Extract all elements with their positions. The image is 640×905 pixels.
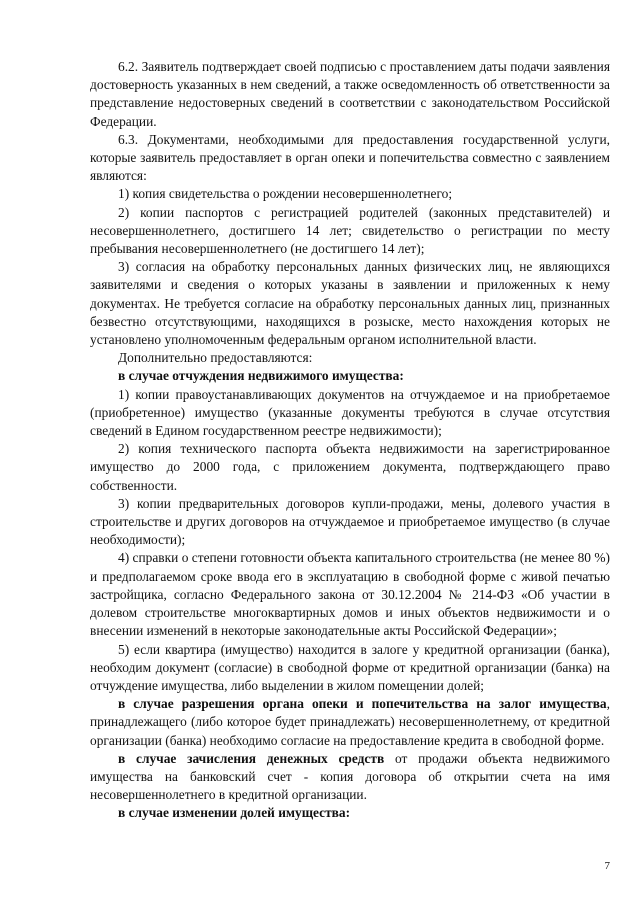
- paragraph-text: 1) копия свидетельства о рождении несовершеннолетнего;: [118, 186, 453, 202]
- paragraph-text: 6.3. Документами, необходимыми для предоставления государственной услуги, которые заявитель предоставляет в орган опеки и попечительства совместно с заявлением являются:: [90, 131, 610, 184]
- paragraph-text: 5) если квартира (имущество) находится в залоге у кредитной организации (банка), необходим документ (согласие) в свободной форме от кредитной организации (банка) на отчуждение имущества, либо выделении в жилом помещении долей;: [90, 641, 610, 693]
- funds-paragraph: [90, 750, 610, 805]
- paragraph-text: 1) копии правоустанавливающих документов на отчуждаемое и на приобретаемое (приобретенное) имущество (указанные документы требуются в случае отсутствия сведений в Едином государственном реестре недвижимости);: [90, 386, 610, 439]
- paragraph-text: 3) копии предварительных договоров купли-продажи, мены, долевого участия в строительстве и других договоров на отчуждаемое и приобретаемое имущество (в случае необходимости);: [90, 495, 610, 548]
- bold-heading: в случае отчуждения недвижимого имущества:: [118, 368, 404, 384]
- list-item-1: [90, 185, 610, 203]
- list-item-3: [90, 258, 610, 349]
- paragraph-text: от продажи объекта недвижимого имущества на банковский счет - копия договора об открытии счета на имя несовершеннолетнего в кредитной организации.: [90, 750, 610, 803]
- paragraph-text: 2) копии паспортов с регистрацией родителей (законных представителей) и несовершеннолетнего, достигшего 14 лет; свидетельство о регистрации по месту пребывания несовершеннолетнего (не достигшего 14 лет);: [90, 204, 610, 257]
- paragraph-6-2: [90, 58, 610, 131]
- paragraph-text: 2) копия технического паспорта объекта недвижимости на зарегистрированное имущество до 2000 года, с приложением документа, подтверждающего право собственности.: [90, 441, 610, 493]
- list-item-2: [90, 204, 610, 259]
- additional-intro: [90, 349, 610, 367]
- alienation-item-2: [90, 440, 610, 495]
- bold-heading: в случае изменении долей имущества:: [118, 805, 351, 821]
- page-number: 7: [604, 860, 610, 872]
- alienation-item-3: [90, 495, 610, 550]
- shares-heading: [90, 804, 610, 822]
- paragraph-text: , принадлежащего (либо которое будет принадлежать) несовершеннолетнему, от кредитной организации (банка) необходимо согласие на предоставление кредита в свободной форме.: [90, 696, 610, 748]
- paragraph-text: Дополнительно предоставляются:: [118, 350, 313, 366]
- document-body: [90, 58, 610, 823]
- alienation-item-1: [90, 386, 610, 441]
- paragraph-text: 6.2. Заявитель подтверждает своей подписью с проставлением даты подачи заявления достоверность указанных в нем сведений, а также осведомленность об ответственности за представление недостоверных сведений в соответствии с законодательством Российской Федерации.: [90, 59, 610, 129]
- pledge-paragraph: [90, 695, 610, 750]
- paragraph-6-3: [90, 131, 610, 186]
- alienation-item-4: [90, 549, 610, 640]
- alienation-item-5: [90, 641, 610, 696]
- bold-heading: в случае разрешения органа опеки и попечительства на залог имущества: [118, 696, 607, 712]
- paragraph-text: 3) согласия на обработку персональных данных физических лиц, не являющихся заявителями и сведения о которых указаны в заявлении и приложенных к нему документах. Не требуется согласие на обработку персональных данных лиц, признанных безвестно отсутствующими, находящихся в розыске, место нахождения которых не установлено уполномоченным федеральным органом исполнительной власти.: [90, 259, 610, 348]
- section-heading-alienation: [90, 367, 610, 385]
- paragraph-text: 4) справки о степени готовности объекта капитального строительства (не менее 80 %) и предполагаемом сроке ввода его в эксплуатацию в свободной форме с живой печатью застройщика, согласно Федерального закона от 30.12.2004 № 214-ФЗ «Об участии в долевом строительстве многоквартирных домов и иных объектов недвижимости и о внесении изменений в некоторые законодательные акты Российской Федерации»;: [90, 550, 610, 639]
- bold-heading: в случае зачисления денежных средств: [118, 750, 385, 766]
